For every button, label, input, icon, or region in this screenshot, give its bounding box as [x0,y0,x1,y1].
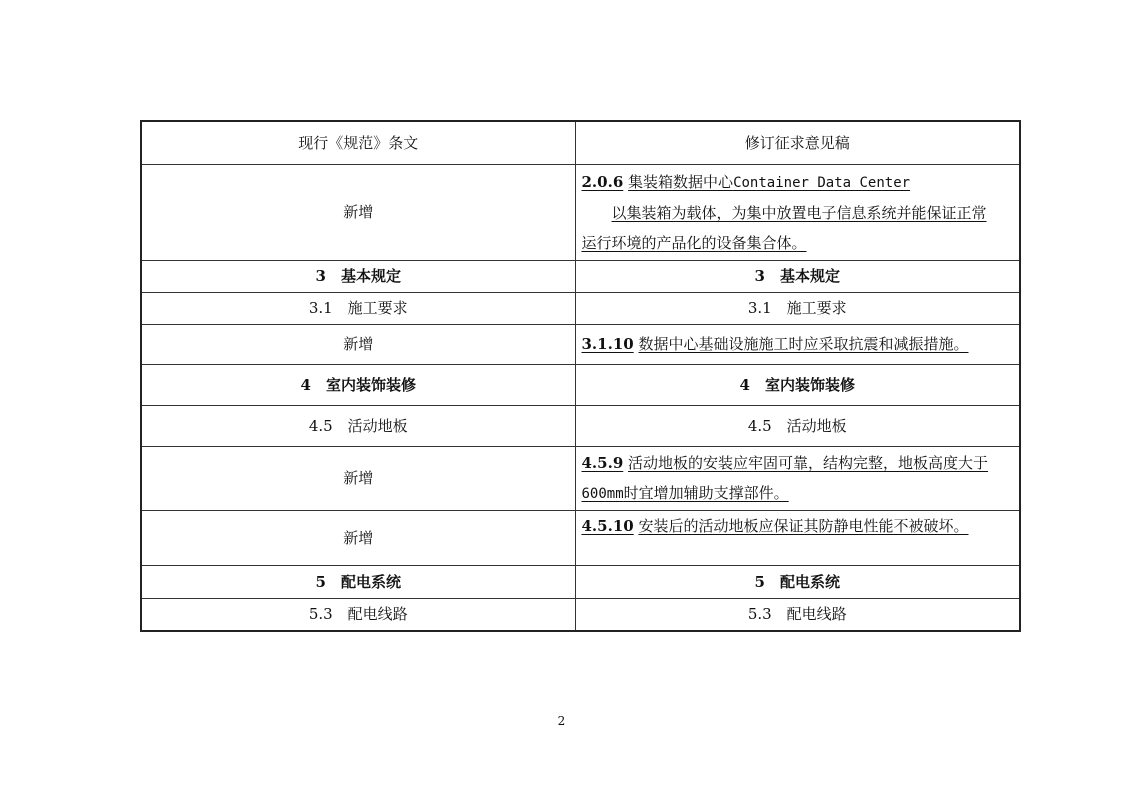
page-number: 2 [557,714,566,728]
subsection-left: 5.3 配电线路 [141,598,575,631]
subsection-left: 3.1 施工要求 [141,292,575,324]
row-left-cell: 新增 [141,164,575,260]
table-row [141,405,1020,446]
row-right-cell [575,324,1020,364]
row-left-cell: 新增 [141,446,575,510]
row-right-cell [575,446,1020,510]
subsection-right: 5.3 配电线路 [575,598,1020,631]
section-heading-right: 5 配电系统 [575,565,1020,598]
clause-title: 集装箱数据中心 [628,172,734,191]
section-heading-right: 4 室内装饰装修 [575,364,1020,405]
row-left-cell: 新增 [141,324,575,364]
table-row [141,324,1020,364]
clause-title-en: Container Data Center [733,174,911,191]
section-heading-left: 4 室内装饰装修 [141,364,575,405]
table-row [141,260,1020,292]
comparison-table [140,120,1021,632]
row-left-cell: 新增 [141,510,575,565]
table-row [141,164,1020,260]
section-heading-left: 5 配电系统 [141,565,575,598]
clause-body-line-1: 以集装箱为载体，为集中放置电子信息系统并能保证正常 [611,203,987,222]
clause-4-5-9-line-2: 600mm时宜增加辅助支撑部件。 [581,483,789,502]
clause-text: 安装后的活动地板应保证其防静电性能不被破坏。 [638,516,969,535]
clause-2-0-6-heading [582,167,1014,198]
clause-text: 数据中心基础设施施工时应采取抗震和减振措施。 [638,335,969,353]
clause-number: 2.0.6 [581,172,624,191]
header-current-text: 现行《规范》条文 [141,121,575,164]
table-row [141,598,1020,631]
subsection-right: 4.5 活动地板 [575,405,1020,446]
table-row [141,446,1020,510]
clause-4-5-9-line-1: 4.5.9 活动地板的安装应牢固可靠，结构完整，地板高度大于 [581,453,989,472]
section-heading-right: 3 基本规定 [575,260,1020,292]
section-heading-left: 3 基本规定 [141,260,575,292]
clause-body-line-2: 运行环境的产品化的设备集合体。 [581,233,807,252]
clause-number: 4.5.9 [581,453,624,472]
header-revision-draft: 修订征求意见稿 [575,121,1020,164]
table-row [141,364,1020,405]
table-header-row [141,121,1020,164]
table-row [141,292,1020,324]
subsection-right: 3.1 施工要求 [575,292,1020,324]
table-row [141,565,1020,598]
subsection-left: 4.5 活动地板 [141,405,575,446]
table-row [141,510,1020,565]
row-right-cell [575,164,1020,260]
clause-number: 3.1.10 [581,335,634,353]
row-right-cell [575,510,1020,565]
clause-number: 4.5.10 [581,516,634,535]
